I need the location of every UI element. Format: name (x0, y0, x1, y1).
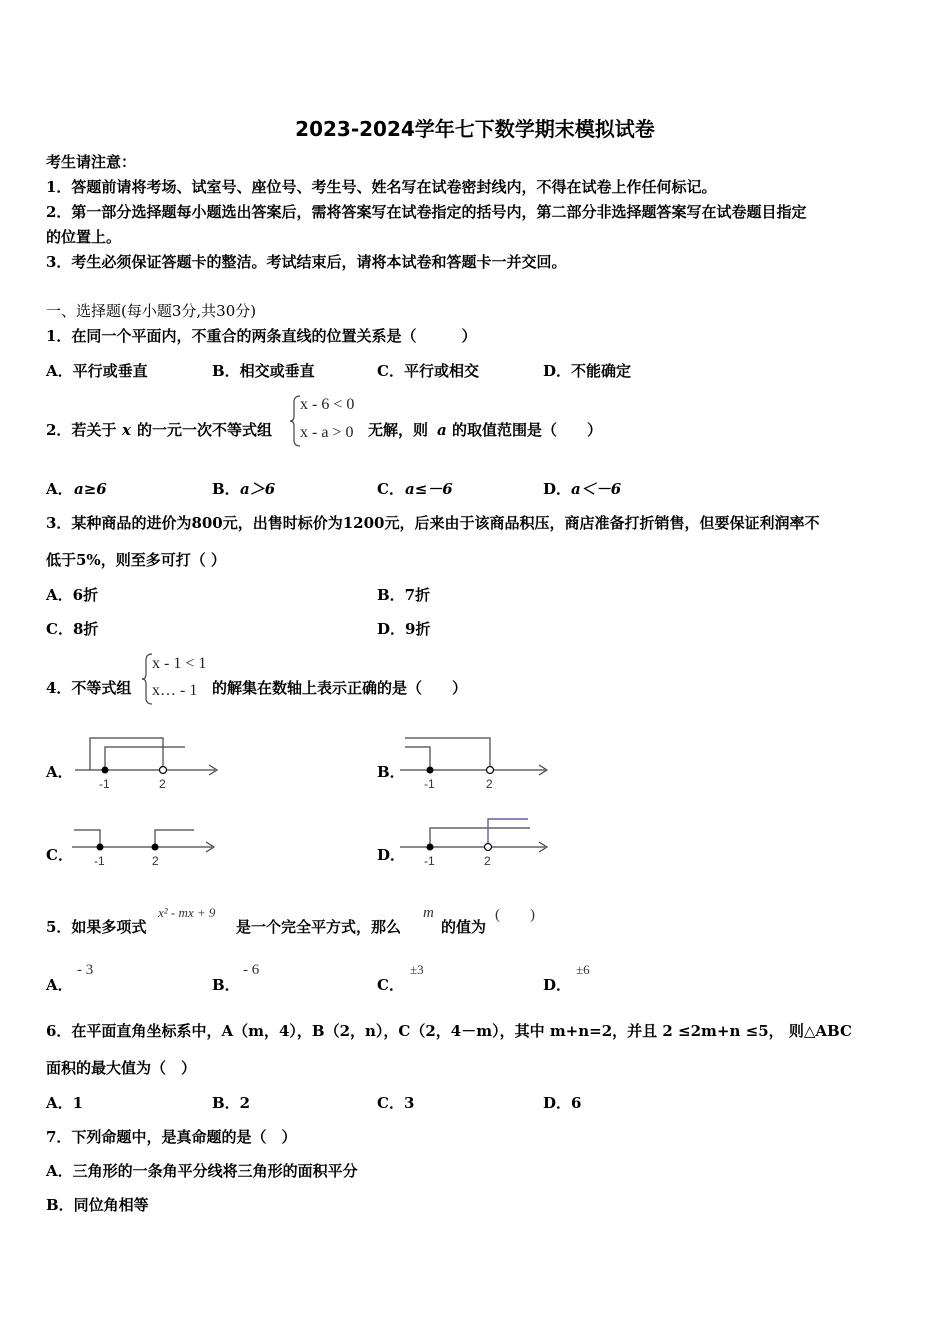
q5-answer-paren: ( ) (495, 907, 535, 923)
q1-option-d: D．不能确定 (543, 362, 632, 380)
q4-system-line-2: x… - 1 (152, 682, 198, 699)
q7-option-a: A．三角形的一条角平分线将三角形的面积平分 (46, 1162, 358, 1180)
q4-system-line-1: x - 1 < 1 (152, 655, 207, 672)
q6-option-a: A．1 (46, 1094, 84, 1112)
q5-option-c-value: ±3 (410, 962, 424, 977)
q5-polynomial: x² - mx + 9 (158, 905, 216, 920)
q2-option-c-label: C． (377, 480, 404, 498)
question-3-stem-line-2: 低于5%，则至多可打（ ） (46, 551, 226, 569)
q2-option-d-value: a＜－6 (571, 480, 622, 498)
q3-option-d: D．9折 (377, 620, 431, 638)
q2-option-c-value: a≤－6 (405, 480, 453, 498)
q3-option-c: C．8折 (46, 620, 99, 638)
q3-option-b: B．7折 (377, 586, 431, 604)
tick-label-2: 2 (486, 777, 493, 791)
q5-option-d-label: D． (543, 976, 572, 994)
tick-label-2: 2 (484, 854, 491, 868)
notice-item: 3．考生必须保证答题卡的整洁。考试结束后，请将本试卷和答题卡一并交回。 (46, 253, 567, 271)
q2-var-a: a (437, 421, 447, 439)
notice-item: 2．第一部分选择题每小题选出答案后，需将答案写在试卷指定的括号内，第二部分非选择题答案写在试卷题目指定 (46, 203, 807, 221)
q6-option-b: B．2 (212, 1094, 251, 1112)
q4-option-c-label: C． (46, 846, 73, 864)
q5-stem-suffix: 的值为 (441, 918, 487, 936)
q2-option-a-value: a≥6 (74, 480, 107, 498)
question-6-stem-line-1: 6．在平面直角坐标系中，A（m，4），B（2，n），C（2，4－m），其中 m+n=2，并且 2 ≤2m+n ≤5， 则△ABC (46, 1022, 852, 1040)
q2-var-x: x (122, 421, 131, 439)
q6-option-d: D．6 (543, 1094, 582, 1112)
page-title: 2023-2024学年七下数学期末模拟试卷 (295, 117, 655, 141)
q5-option-a-label: A． (46, 976, 73, 994)
tick-label-2: 2 (159, 777, 166, 791)
q6-option-c: C．3 (377, 1094, 415, 1112)
q2-system-line-1: x - 6 < 0 (300, 396, 355, 413)
notice-item: 1．答题前请将考场、试室号、座位号、考生号、姓名写在试卷密封线内，不得在试卷上作任何标记。 (46, 178, 717, 196)
tick-label-neg1: -1 (424, 854, 435, 868)
question-5-stem-prefix: 5．如果多项式 (46, 918, 147, 936)
q4-option-d-number-line (400, 812, 550, 878)
q3-option-a: A．6折 (46, 586, 99, 604)
q2-option-b-label: B． (212, 480, 240, 498)
q4-option-a-number-line (75, 732, 225, 796)
q1-option-a: A．平行或垂直 (46, 362, 148, 380)
q1-option-c: C．平行或相交 (377, 362, 479, 380)
q5-option-b-value: - 6 (243, 962, 260, 978)
question-4-stem-prefix: 4．不等式组 (46, 679, 132, 697)
q2-option-b-value: a＞6 (240, 480, 276, 498)
q4-option-d-label: D． (377, 846, 406, 864)
tick-label-neg1: -1 (94, 854, 105, 868)
q2-stem-suffix: 的取值范围是（ ） (452, 421, 603, 439)
q2-stem-mid: 的一元一次不等式组 (137, 421, 273, 439)
question-3-stem-line-1: 3．某种商品的进价为800元，出售时标价为1200元，后来由于该商品积压，商店准备打折销售，但要保证利润率不 (46, 514, 820, 532)
q5-option-b-label: B． (212, 976, 240, 994)
q4-stem-suffix: 的解集在数轴上表示正确的是（ ） (212, 679, 468, 697)
q5-var-m: m (423, 905, 434, 921)
tick-label-neg1: -1 (99, 777, 110, 791)
q5-option-a-value: - 3 (77, 962, 94, 978)
question-1-stem: 1．在同一个平面内，不重合的两条直线的位置关系是（ ） (46, 327, 477, 345)
question-6-stem-line-2: 面积的最大值为（ ） (46, 1059, 197, 1077)
q2-option-a-label: A． (46, 480, 73, 498)
section-heading: 一、选择题(每小题3分,共30分) (46, 302, 257, 320)
notice-heading: 考生请注意： (46, 153, 137, 171)
q4-option-b-label: B． (377, 763, 405, 781)
q1-option-b: B．相交或垂直 (212, 362, 315, 380)
q2-system-line-2: x - a > 0 (300, 424, 354, 441)
question-7-stem: 7．下列命题中，是真命题的是（ ） (46, 1128, 297, 1146)
q2-stem-after: 无解，则 (368, 421, 429, 439)
q5-option-c-label: C． (377, 976, 404, 994)
tick-label-neg1: -1 (424, 777, 435, 791)
q5-stem-mid: 是一个完全平方式，那么 (236, 918, 402, 936)
q2-option-d-label: D． (543, 480, 572, 498)
q4-option-a-label: A． (46, 763, 73, 781)
tick-label-2: 2 (152, 854, 159, 868)
question-2-stem-prefix: 2．若关于 (46, 421, 117, 439)
q4-option-c-number-line (72, 820, 222, 879)
q7-option-b: B．同位角相等 (46, 1196, 149, 1214)
q5-option-d-value: ±6 (576, 962, 590, 977)
q4-option-b-number-line (400, 732, 550, 796)
notice-item: 的位置上。 (46, 228, 122, 246)
